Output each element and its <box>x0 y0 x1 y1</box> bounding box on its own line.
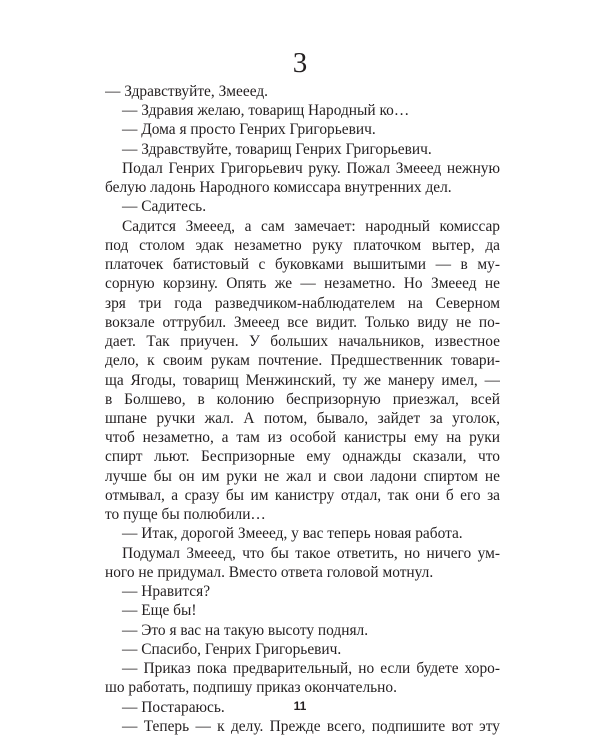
text-line: — Спасибо, Генрих Григорьевич. <box>122 640 342 658</box>
text-line: дает. Так приучен. У больших начальников, известное <box>105 333 500 351</box>
text-line: Садится Змееед, а сам замечает: народный комиссар <box>122 217 500 235</box>
text-line: вокзале оттрубил. Змееед все видит. Только виду не по- <box>105 313 500 331</box>
text-line: — Итак, дорогой Змееед, у вас теперь новая работа. <box>122 525 463 543</box>
text-line: зря три года разведчиком-наблюдателем на Северном <box>105 294 500 312</box>
text-line: в Болшево, в колонию беспризорную приезжал, всей <box>105 390 500 408</box>
text-line: — Это я вас на такую высоту поднял. <box>122 621 369 639</box>
text-line: белую ладонь Народного комиссара внутренних дел. <box>105 179 452 197</box>
text-line: — Нравится? <box>122 583 211 601</box>
text-line: — Садитесь. <box>122 198 207 216</box>
text-line: — Здравствуйте, товарищ Генрих Григорьевич. <box>122 140 432 158</box>
text-line: — Еще бы! <box>122 602 197 620</box>
text-line: — Здравствуйте, Змееед. <box>105 83 268 100</box>
text-line: лучше бы он им руки не жал и свои ладони спиртом не <box>105 467 500 485</box>
text-line: ща Ягоды, товарищ Менжинский, ту же манеру имел, — <box>105 371 500 389</box>
text-line: сорную корзину. Опять же — незаметно. Но Змееед не <box>105 275 500 293</box>
text-line: — Постараюсь. <box>122 698 225 716</box>
body-text <box>105 82 500 736</box>
text-line: ного не придумал. Вместо ответа головой мотнул. <box>105 563 434 581</box>
page-number: 11 <box>293 699 307 713</box>
text-line: — Здравия желаю, товарищ Народный ко… <box>122 102 410 120</box>
text-line: под столом эдак незаметно руку платочком вытер, да <box>105 236 500 254</box>
text-line: отмывал, а сразу бы им канистру отдал, так они б его за <box>105 486 500 504</box>
text-line: Подумал Змееед, что бы такое ответить, но ничего ум- <box>122 544 500 562</box>
text-line: чтоб незаметно, а там из особой канистры ему на руки <box>105 429 500 447</box>
chapter-number: 3 <box>292 47 308 79</box>
text-line: платочек батистовый с буковками вышитыми — в му- <box>105 256 500 274</box>
text-line: — Дома я просто Генрих Григорьевич. <box>122 121 376 139</box>
text-line: — Теперь — к делу. Прежде всего, подпишите вот эту <box>122 717 500 735</box>
text-line: шо работать, подпишу приказ окончательно. <box>105 679 397 697</box>
text-line: дело, к своим рукам почтение. Предшественник товари- <box>105 352 500 370</box>
text-line: то пуще бы полюбили… <box>105 506 266 524</box>
text-line: — Приказ пока предварительный, но если будете хоро- <box>122 660 500 678</box>
text-line: шпане ручки жал. А потом, бывало, зайдет за уголок, <box>105 409 500 427</box>
text-line: Подал Генрих Григорьевич руку. Пожал Змееед нежную <box>122 159 500 177</box>
text-line: спирт льют. Беспризорные ему однажды сказали, что <box>105 448 500 466</box>
